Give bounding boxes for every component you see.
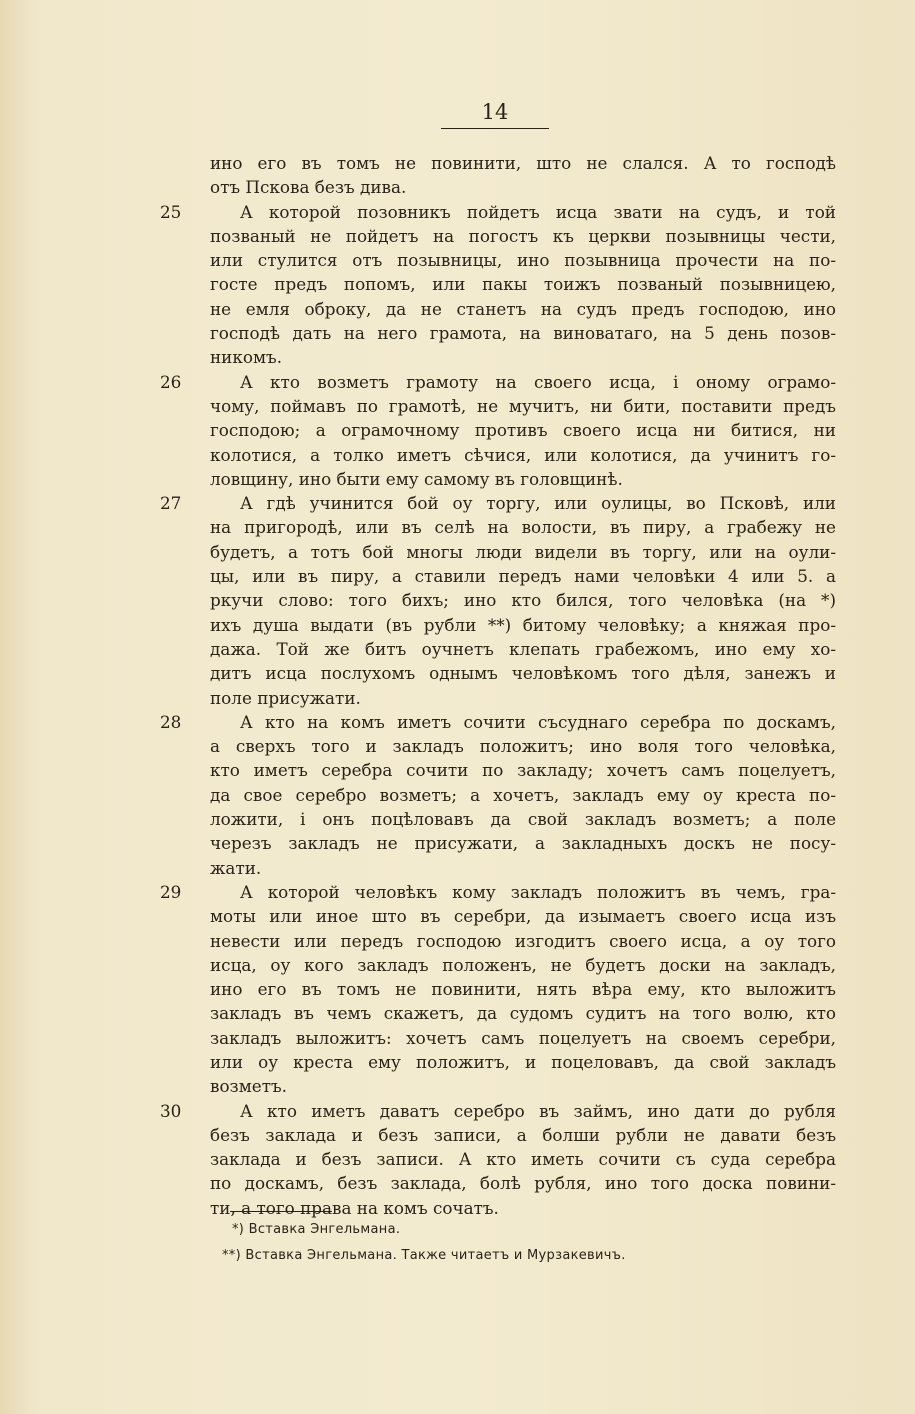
text-line: ловщину, ино быти ему самому въ головщинѣ.	[210, 468, 623, 489]
article-number: 25	[160, 201, 182, 222]
text-line: поле присужати.	[210, 687, 361, 708]
main-text	[160, 151, 836, 1220]
text-line: господою; а ограмочному противъ своего исца ни битися, ни	[210, 420, 836, 441]
text-line: или стулится отъ позывницы, ино позывница прочести на по-	[210, 250, 836, 271]
text-line: ложити, і онъ поцѣловавъ да свой закладъ возметъ; а поле	[210, 809, 836, 830]
text-line: моты или иное што въ серебри, да изымаетъ своего исца изъ	[210, 906, 836, 927]
text-line: колотися, а толко иметъ сѣчися, или колотися, да учинитъ го-	[210, 444, 836, 465]
article-number: 28	[160, 711, 182, 732]
text-line: ркучи слово: того бихъ; ино кто бился, того человѣка (на *)	[210, 590, 836, 611]
text-line: или оу креста ему положитъ, и поцеловавъ, да свой закладъ	[210, 1051, 836, 1072]
text-line: А кто возметъ грамоту на своего исца, і оному ограмо-	[240, 371, 836, 392]
text-line: исца, оу кого закладъ положенъ, не будетъ доски на закладъ,	[210, 954, 836, 975]
text-line: дитъ исца послухомъ однымъ человѣкомъ того дѣля, занежъ и	[210, 663, 836, 684]
text-line: заклада и безъ записи. А кто иметь сочити съ суда серебра	[210, 1149, 836, 1170]
text-line: черезъ закладъ не присужати, а закладныхъ доскъ не посу-	[210, 833, 836, 854]
text-line: ино его въ томъ не повинити, што не слался. А то господѣ	[210, 153, 836, 173]
intro-paragraph	[210, 151, 836, 200]
article-number: 26	[160, 371, 182, 392]
text-line: невести или передъ господою изгодитъ своего исца, а оу того	[210, 930, 836, 951]
text-line: чому, поймавъ по грамотѣ, не мучитъ, ни бити, поставити предъ	[210, 395, 836, 416]
text-line: госте предъ попомъ, или пакы тоижъ позваный позывницею,	[210, 274, 836, 295]
page-number-rule	[441, 128, 549, 129]
article-paragraph	[160, 491, 836, 710]
text-line: ти, а того права на комъ сочатъ.	[210, 1197, 499, 1218]
text-line: безъ заклада и безъ записи, а болши рубли не давати безъ	[210, 1124, 836, 1145]
article-number: 29	[160, 881, 182, 902]
article-number: 27	[160, 493, 182, 514]
text-line: по доскамъ, безъ заклада, болѣ рубля, ино того доска повини-	[210, 1173, 836, 1194]
text-line: не емля оброку, да не станетъ на судъ предъ господою, ино	[210, 298, 836, 319]
page-number: 14	[481, 100, 509, 124]
text-line: А которой человѣкъ кому закладъ положитъ въ чемъ, гра-	[240, 881, 836, 902]
text-line: никомъ.	[210, 347, 283, 368]
text-line: закладъ выложитъ: хочетъ самъ поцелуетъ на своемъ серебри,	[210, 1027, 836, 1048]
text-line: жати.	[210, 857, 262, 878]
article-number: 30	[160, 1100, 182, 1121]
footnote-2: **) Вставка Энгельмана. Также читаетъ и Мурзакевичъ.	[222, 1248, 626, 1263]
text-line: будетъ, а тотъ бой многы люди видели въ торгу, или на оули-	[210, 541, 836, 562]
text-line: дажа. Той же битъ оучнетъ клепать грабежомъ, ино ему хо-	[210, 638, 836, 659]
text-line: возметъ.	[210, 1076, 287, 1097]
text-line: А которой позовникъ пойдетъ исца звати на судъ, и той	[240, 201, 836, 222]
text-line: господѣ дать на него грамота, на виноватаго, на 5 день позов-	[210, 323, 836, 344]
footnote-rule	[230, 1211, 332, 1212]
text-line: кто иметъ серебра сочити по закладу; хочетъ самъ поцелуетъ,	[210, 760, 836, 781]
text-line: а сверхъ того и закладъ положитъ; ино воля того человѣка,	[210, 736, 836, 757]
text-line: А кто на комъ иметъ сочити съсуднаго серебра по доскамъ,	[240, 711, 836, 732]
article-paragraph	[160, 1099, 836, 1220]
article-paragraph	[160, 370, 836, 491]
text-line: позваный не пойдетъ на погостъ къ церкви позывницы чести,	[210, 225, 836, 246]
text-line: отъ Пскова безъ дива.	[210, 177, 407, 198]
text-line: А кто иметъ даватъ серебро въ займъ, ино дати до рубля	[240, 1100, 836, 1121]
article-paragraph	[160, 710, 836, 880]
text-line: цы, или въ пиру, а ставили передъ нами человѣки 4 или 5. а	[210, 566, 836, 587]
text-line: да свое серебро возметъ; а хочетъ, закладъ ему оу креста по-	[210, 784, 836, 805]
article-paragraph	[160, 880, 836, 1099]
text-line: ино его въ томъ не повинити, нять вѣра ему, кто выложитъ	[210, 979, 836, 1000]
text-line: А гдѣ учинится бой оу торгу, или оулицы, во Псковѣ, или	[240, 493, 836, 514]
text-line: на пригородѣ, или въ селѣ на волости, въ пиру, а грабежу не	[210, 517, 836, 538]
text-line: ихъ душа выдати (въ рубли **) битому человѣку; а княжая про-	[210, 614, 836, 635]
text-line: закладъ въ чемъ скажетъ, да судомъ судитъ на того волю, кто	[210, 1003, 836, 1024]
article-paragraph	[160, 200, 836, 370]
footnote-1: *) Вставка Энгельмана.	[232, 1222, 401, 1237]
